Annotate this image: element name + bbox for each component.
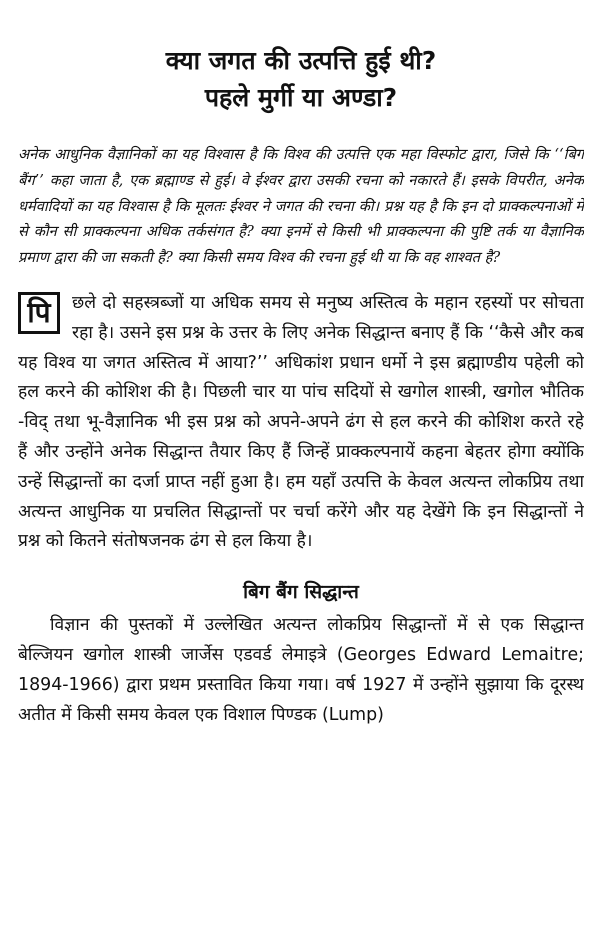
section-paragraph: विज्ञान की पुस्तकों में उल्लेखित अत्यन्त लोकप्रिय सिद्धान्तों में से एक सिद्धान्त बेल्जियन खगोल शास्त्री जार्जेस एडवर्ड लेमाइत्रे (Georges Edward Lemaitre; 1894-1966) द्वारा प्रथम प्रस्तावित किया गया। वर्ष 1927 में उन्होंने सुझाया कि दूरस्थ अतीत में किसी समय केवल एक विशाल पिण्डक (Lump) [18,615,584,725]
chapter-title [18,42,584,116]
book-page [18,0,584,945]
chapter-title-line-1: क्या जगत की उत्पत्ति हुई थी? [165,46,437,75]
drop-cap: पि [18,292,60,334]
chapter-abstract: अनेक आधुनिक वैज्ञानिकों का यह विश्वास है कि विश्व की उत्पत्ति एक महा विस्फोट द्वारा, जिसे कि ‘‘बिग बैंग’’ कहा जाता है, एक ब्रह्माण्ड से हुई। वे ईश्वर द्वारा उसकी रचना को नकारते हैं। इसके विपरीत, अनेक धर्मवादियों का यह विश्वास है कि मूलतः ईश्वर ने जगत की रचना की। प्रश्न यह है कि इन दो प्राक्कल्पनाओं में से कौन सी प्राक्कल्पना अधिक तर्कसंगत है? क्या इनमें से किसी भी प्राक्कल्पना की पुष्टि तर्क या वैज्ञानिक प्रमाण द्वारा की जा सकती है? क्या किसी समय विश्व की रचना हुई थी या कि वह शाश्वत है? [18,146,584,267]
section-heading: बिग बैंग सिद्धान्त [243,581,359,604]
intro-paragraph [18,289,584,557]
intro-paragraph-text: छले दो सहस्त्रब्जों या अधिक समय से मनुष्य अस्तित्व के महान रहस्यों पर सोचता रहा है। उसने इस प्रश्न के उत्तर के लिए अनेक सिद्धान्त बनाए हैं कि ‘‘कैसे और कब यह विश्व या जगत अस्तित्व में आया?’’ अधिकांश प्रधान धर्मो ने इस ब्रह्माण्डीय पहेली को हल करने की कोशिश की है। पिछली चार या पांच सदियों से खगोल शास्त्री, खगोल भौतिक -विद् तथा भू-वैज्ञानिक भी इस प्रश्न को अपने-अपने ढंग से हल करने की कोशिश करते रहे हैं और उन्होंने अनेक सिद्धान्त तैयार किए हैं जिन्हें प्राक्कल्पनायें कहना बेहतर होगा क्योंकि उन्हें सिद्धान्तों का दर्जा प्राप्त नहीं हुआ है। हम यहाँ उत्पत्ति के केवल अत्यन्त लोकप्रिय तथा अत्यन्त आधुनिक या प्रचलित सिद्धान्तों पर चर्चा करेंगे और यह देखेंगे कि इन सिद्धान्तों ने प्रश्न को कितने संतोषजनक ढंग से हल किया है। [18,292,584,552]
chapter-title-line-2: पहले मुर्गी या अण्डा? [204,83,398,112]
